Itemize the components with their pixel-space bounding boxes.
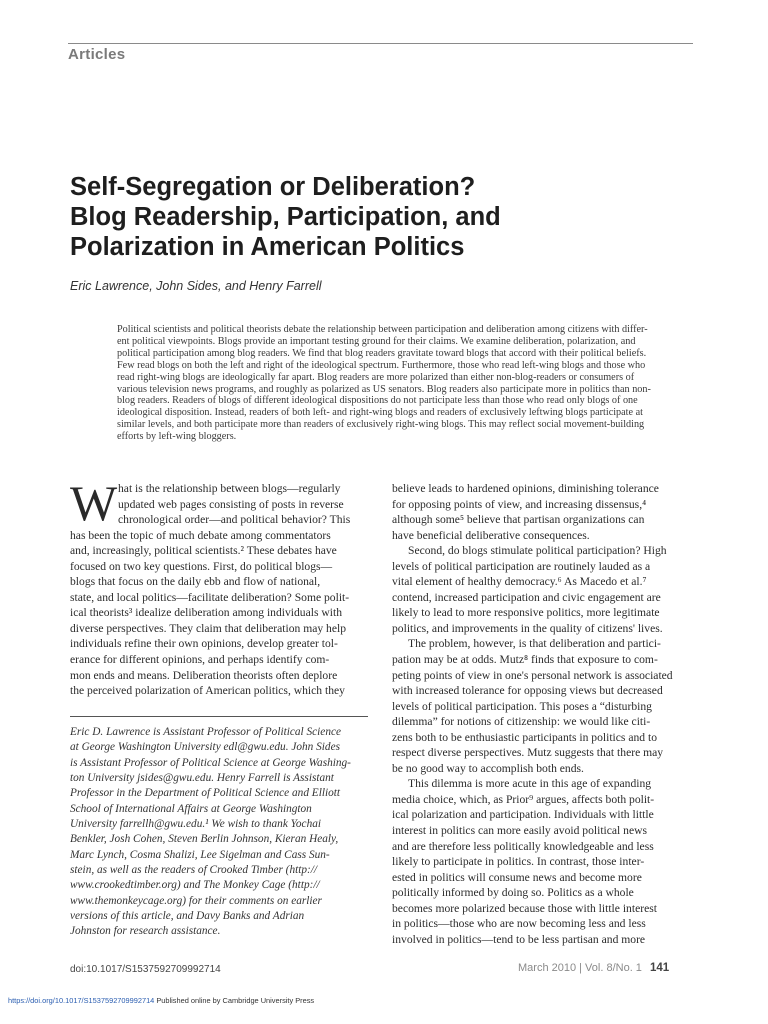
body-line: becomes more polarized because those with little interest xyxy=(392,901,657,915)
section-label: Articles xyxy=(68,46,126,63)
body-line: peting points of view in one's personal network is associated xyxy=(392,668,673,682)
title-line: Polarization in American Politics xyxy=(70,233,465,261)
body-line: and, increasingly, political scientists.² These debates have xyxy=(70,544,337,558)
header-rule xyxy=(68,43,693,44)
drop-cap: W xyxy=(70,475,118,531)
body-column-left xyxy=(70,481,370,699)
abstract-line: various television news programs, and roughly as polarized as US senators. Blog readers also participate more in politics than non- xyxy=(117,383,651,395)
body-line: diverse perspectives. They claim that deliberation may help xyxy=(70,621,347,635)
abstract-line: similar levels, and both participate more than readers of exclusively right-wing blogs. This may reflect social movement-building xyxy=(117,419,645,431)
body-line: respect diverse perspectives. Mutz suggests that there may xyxy=(392,746,664,760)
body-column-right xyxy=(392,481,694,947)
body-line: ical polarization and participation. Individuals with little xyxy=(392,808,654,822)
footnote-rule xyxy=(70,716,368,717)
body-line: be no good way to accomplish both ends. xyxy=(392,761,584,775)
footnote-line: University farrellh@gwu.edu.¹ We wish to thank Yochai xyxy=(70,818,322,831)
body-line: updated web pages consisting of posts in reverse xyxy=(118,497,344,511)
body-line: erance for different opinions, and perhaps identify com- xyxy=(70,653,330,667)
body-line: likely to lead to more responsive politics, more legitimate xyxy=(392,606,660,620)
body-line: interest in politics can more easily avoid political news xyxy=(392,824,647,838)
footnote-line: is Assistant Professor of Political Science at George Washing- xyxy=(70,756,351,769)
body-line: ested in politics will consume news and become more xyxy=(392,870,642,884)
body-line: for opposing points of view, and increasing dissensus,⁴ xyxy=(392,497,647,511)
title-line: Self-Segregation or Deliberation? xyxy=(70,173,476,201)
footnote-line: Professor in the Department of Political Science and Elliott xyxy=(70,787,341,800)
footnote-line: School of International Affairs at George Washington xyxy=(70,802,312,815)
abstract-line: ent political viewpoints. Blogs provide an important testing ground for their claims. We examine deliberation, polarization, and xyxy=(117,335,636,347)
body-line: likely to participate in politics. In contrast, those inter- xyxy=(392,855,645,869)
body-line: levels of political participation are routinely lauded as a xyxy=(392,559,651,573)
title-line: Blog Readership, Participation, and xyxy=(70,203,501,231)
doi: doi:10.1017/S1537592709992714 xyxy=(70,964,221,975)
footnote-line: Benkler, Josh Cohen, Steven Berlin Johnson, Kieran Healy, xyxy=(70,833,339,846)
body-line: contend, increased participation and civic engagement are xyxy=(392,590,661,604)
body-line: believe leads to hardened opinions, diminishing tolerance xyxy=(392,482,659,495)
footnote-line: www.themonkeycage.org) for their comments on earlier xyxy=(70,894,322,907)
footnote-line: Marc Lynch, Cosma Shalizi, Lee Sigelman and Cass Sun- xyxy=(70,848,330,861)
body-line: mon ends and means. Deliberation theorists often deplore xyxy=(70,668,338,682)
body-line: pation may be at odds. Mutz⁸ finds that exposure to com- xyxy=(392,653,658,667)
body-line: state, and local politics—facilitate deliberation? Some polit- xyxy=(70,590,350,604)
body-line: blogs that focus on the daily ebb and flow of national, xyxy=(70,575,321,589)
body-line: although some⁵ believe that partisan organizations can xyxy=(392,513,645,527)
footnote-line: at George Washington University edl@gwu.edu. John Sides xyxy=(70,741,340,754)
author-footnote xyxy=(70,725,370,940)
abstract-line: Few read blogs on both the left and right of the ideological spectrum. Furthermore, those who read left-wing blogs and those who xyxy=(117,359,646,371)
publisher-note: Published online by Cambridge University Press xyxy=(154,996,315,1005)
issue-info xyxy=(518,962,669,974)
body-line: zens both to be enthusiastic participants in politics and to xyxy=(392,730,657,744)
body-line: The problem, however, is that deliberation and partici- xyxy=(408,637,661,651)
doi-link[interactable]: https://doi.org/10.1017/S1537592709992714 xyxy=(8,996,155,1005)
abstract-line: Political scientists and political theorists debate the relationship between participation and deliberation among citizens with differ- xyxy=(117,324,648,335)
abstract-line: efforts by left-wing bloggers. xyxy=(117,431,237,443)
body-line: hat is the relationship between blogs—regularly xyxy=(118,482,341,495)
body-line: politics, and improvements in the quality of citizens' lives. xyxy=(392,621,663,635)
body-line: in politics—those who are now becoming less and less xyxy=(392,917,646,931)
publisher-footer xyxy=(0,996,314,1005)
footnote-line: ton University jsides@gwu.edu. Henry Farrell is Assistant xyxy=(70,772,334,785)
body-line: have beneficial deliberative consequences. xyxy=(392,528,590,542)
body-line: and are therefore less politically knowledgeable and less xyxy=(392,839,654,853)
body-line: the perceived polarization of American politics, which they xyxy=(70,684,345,698)
abstract-line: read right-wing blogs are ideologically far apart. Blog readers are more polarized than either non-blog-readers or consumers of xyxy=(117,371,635,383)
body-line: chronological order—and political behavior? This xyxy=(118,513,351,527)
body-line: individuals refine their own opinions, develop greater tol- xyxy=(70,637,338,651)
author-list: Eric Lawrence, John Sides, and Henry Farrell xyxy=(70,279,322,293)
footnote-line: www.crookedtimber.org) and The Monkey Cage (http:// xyxy=(70,879,320,892)
abstract xyxy=(117,324,693,443)
abstract-line: blog readers. Readers of blogs of different ideological dispositions do not participate less than those who read only blogs of one xyxy=(117,395,638,407)
footnote-line: stein, as well as the readers of Crooked Timber (http:// xyxy=(70,864,318,877)
body-line: levels of political participation. This poses a “disturbing xyxy=(392,699,652,713)
issue-label: March 2010 | Vol. 8/No. 1 xyxy=(518,962,642,974)
abstract-line: ideological disposition. Instead, readers of both left- and right-wing blogs and readers of exclusively leftwing blogs participate at xyxy=(117,407,643,419)
body-line: with increased tolerance for opposing views but decreased xyxy=(392,684,663,698)
footnote-line: Eric D. Lawrence is Assistant Professor of Political Science xyxy=(70,726,341,738)
article-title xyxy=(70,172,670,262)
body-line: has been the topic of much debate among commentators xyxy=(70,528,331,542)
page-number: 141 xyxy=(649,962,670,974)
body-line: vital element of healthy democracy.⁶ As Macedo et al.⁷ xyxy=(392,575,647,589)
abstract-line: political participation among blog readers. We find that blog readers gravitate toward blogs that accord with their political beliefs. xyxy=(117,347,647,359)
body-line: Second, do blogs stimulate political participation? High xyxy=(408,544,667,558)
body-line: media choice, which, as Prior⁹ argues, affects both polit- xyxy=(392,792,655,806)
footnote-line: versions of this article, and Davy Banks and Adrian xyxy=(70,910,305,923)
body-line: ical theorists³ idealize deliberation among individuals with xyxy=(70,606,342,620)
body-line: politically informed by doing so. Politics as a whole xyxy=(392,886,634,900)
body-line: focused on two key questions. First, do political blogs— xyxy=(70,559,333,573)
footnote-line: Johnston for research assistance. xyxy=(70,925,221,938)
body-line: dilemma” for notions of citizenship: we would like citi- xyxy=(392,715,651,729)
body-line: This dilemma is more acute in this age of expanding xyxy=(408,777,652,791)
body-line: involved in politics—tend to be less partisan and more xyxy=(392,932,646,946)
